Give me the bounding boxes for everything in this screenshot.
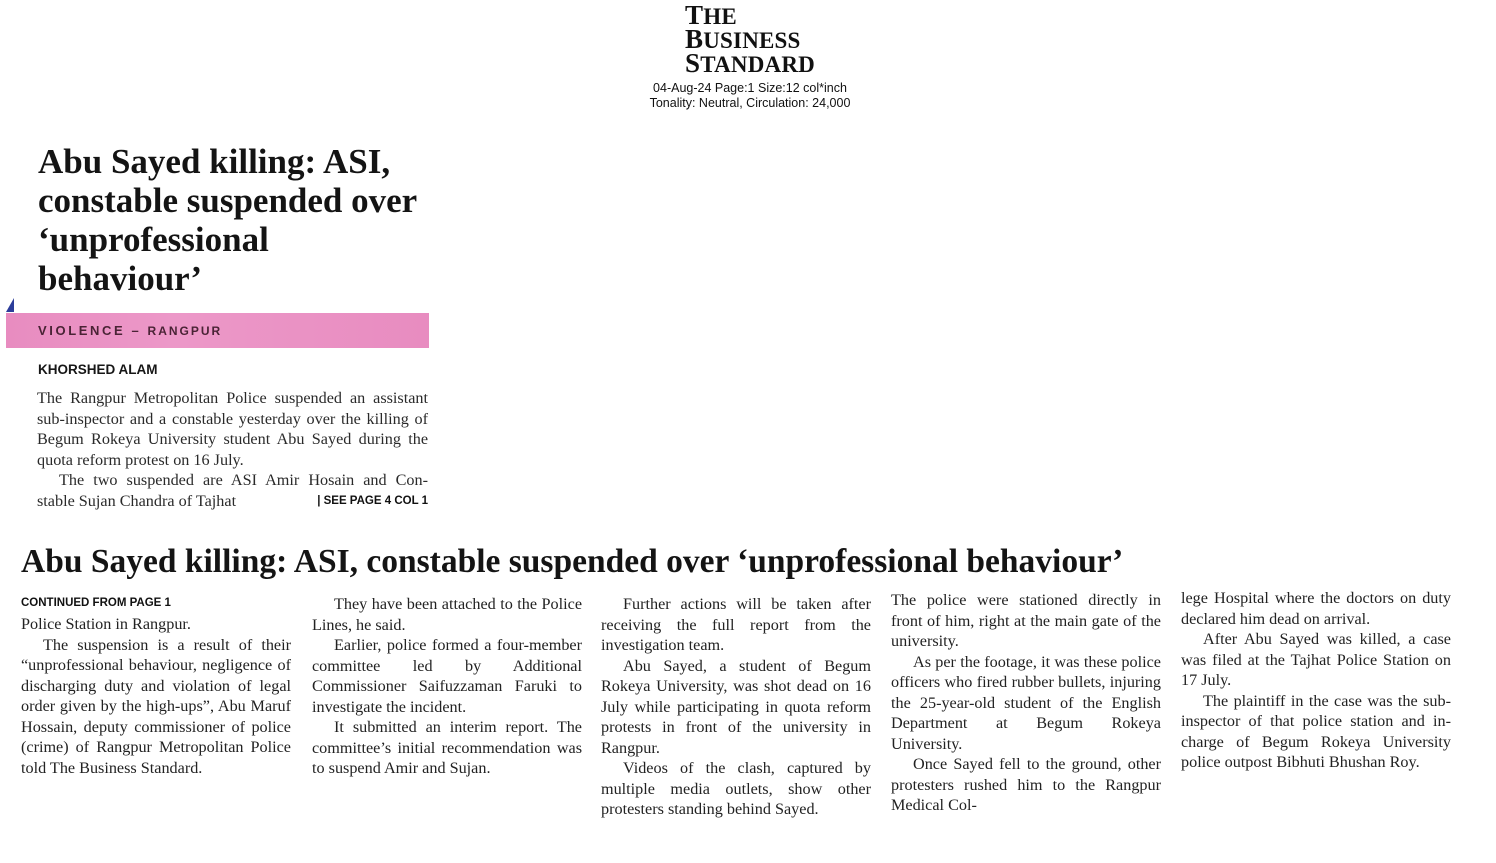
front-paragraph-2b: stable Sujan Chandra of Tajhat [37, 491, 237, 510]
logo-line3-rest: TANDARD [700, 52, 815, 77]
col4-paragraph-1: The police were stationed directly in front of him, right at the main gate of the university. [891, 591, 1161, 650]
front-headline: Abu Sayed killing: ASI, constable suspended over ‘unprofessional behaviour’ [38, 142, 417, 298]
front-paragraph-2a: The two suspended are ASI Amir Hosain and Con- [59, 471, 428, 489]
front-paragraph-1: The Rangpur Metropolitan Police suspended an assistant sub-inspector and a constable yesterday over the killing of Begum Rokeya University student Abu Sayed during the quota reform protest on 16 July. [37, 389, 428, 469]
front-body [37, 388, 428, 511]
article-column-4 [891, 590, 1161, 816]
continued-label: CONTINUED FROM PAGE 1 [21, 597, 171, 609]
col2-paragraph-2: Earlier, police formed a four-member committee led by Additional Commissioner Saifuzzaman Faruki to investigate the incident. [312, 636, 582, 716]
see-page-jump: | SEE PAGE 4 COL 1 [317, 494, 428, 507]
col4-paragraph-3: Once Sayed fell to the ground, other protesters rushed him to the Rangpur Medical Col- [891, 755, 1161, 814]
inside-headline: Abu Sayed killing: ASI, constable suspended over ‘unprofessional behaviour’ [21, 543, 1124, 580]
col3-paragraph-1: Further actions will be taken after receiving the full report from the investigation team. [601, 595, 871, 654]
section-bar [6, 313, 429, 348]
col1-paragraph-2: The suspension is a result of their “unprofessional behaviour, negligence of discharging duty and violation of legal order given by the high-ups”, Abu Maruf Hossain, deputy commissioner of police (crime) of Rangpur Metropolitan Police told The Business Standard. [21, 635, 291, 777]
clip-meta [640, 81, 860, 111]
logo-line3-initial: S [685, 48, 701, 78]
logo-line2-initial: B [685, 24, 704, 54]
col2-paragraph-3: It submitted an interim report. The committee’s initial recommendation was to suspend Amir and Sujan. [312, 718, 582, 777]
col5-paragraph-1: lege Hospital where the doctors on duty declared him dead on arrival. [1181, 589, 1451, 628]
col1-paragraph-1: Police Station in Rangpur. [21, 615, 191, 633]
col4-paragraph-2: As per the footage, it was these police officers who fired rubber bullets, injuring the 25-year-old student of the English Department at Begum Rokeya University. [891, 652, 1161, 753]
article-column-5 [1181, 588, 1451, 773]
section-label [38, 323, 222, 338]
col3-paragraph-3: Videos of the clash, captured by multiple media outlets, show other protesters standing behind Sayed. [601, 759, 871, 818]
clip-info: 04-Aug-24 Page:1 Size:12 col*inch [653, 81, 847, 95]
front-paragraph-2b-row [37, 491, 428, 512]
section-name: VIOLENCE [38, 323, 126, 338]
section-separator: – [131, 323, 142, 338]
col5-paragraph-2: After Abu Sayed was killed, a case was filed at the Tajhat Police Station on 17 July. [1181, 630, 1451, 689]
article-column-3 [601, 594, 871, 820]
article-column-2 [312, 594, 582, 779]
col3-paragraph-2: Abu Sayed, a student of Begum Rokeya University, was shot dead on 16 July while participating in quota reform protests in front of the university in Rangpur. [601, 656, 871, 757]
byline: KHORSHED ALAM [38, 362, 158, 377]
clip-stats: Tonality: Neutral, Circulation: 24,000 [649, 96, 851, 110]
logo-line1-initial: T [685, 0, 704, 30]
logo-line1-rest: HE [703, 4, 737, 29]
section-location: RANGPUR [147, 324, 223, 338]
article-column-1 [21, 594, 291, 778]
newspaper-logo [685, 0, 815, 78]
col5-paragraph-3: The plaintiff in the case was the sub-inspector of that police station and in-charge of Begum Rokeya University police outpost Bibhuti Bhushan Roy. [1181, 691, 1451, 771]
col2-paragraph-1: They have been attached to the Police Lines, he said. [312, 595, 582, 634]
logo-line2-rest: USINESS [703, 28, 801, 53]
section-marker-icon [6, 298, 14, 312]
masthead [640, 0, 860, 111]
